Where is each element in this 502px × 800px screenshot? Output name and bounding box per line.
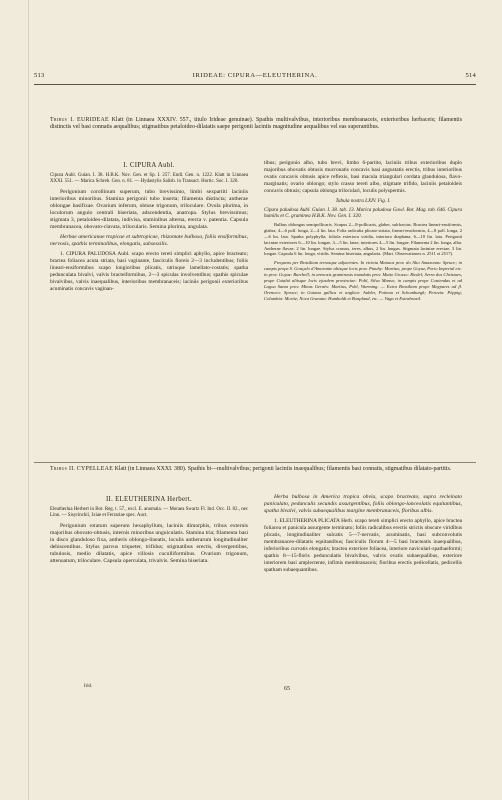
page-number-left: 513 — [34, 72, 45, 79]
genus-1-heading: I. CIPURA Aubl. — [123, 162, 175, 169]
section-divider — [34, 462, 476, 463]
genus-2-synonymy: Eleutherina Herbert in Bot. Reg. t. 57., excl. E. anomala. — Moraea Swartz Fl. Ind. Occ. II. 82., nec Linn. — Sisyrinchii, Ixiae et Ferrariae spec. Auct. — [50, 507, 248, 519]
tribe-2-name: CYPELLEAE — [76, 466, 114, 472]
running-title: IRIDEAE: CIPURA—ELEUTHERINA. — [192, 72, 318, 79]
genus-2-heading: II. ELEUTHERINA Herbert. — [105, 496, 193, 503]
species-eleutherina-plicata: 1. ELEUTHERINA PLICATA Herb. scapo tereti simplici erecto aphyllo, apice bractea foliacea et panicula assurgente terminato; foliis radicalibus erectis strictis obscure viridibus plicatis, longitudinaliter sulcatis 5—7-nervatis, acuminatis, basi subconvolutis membranaceo-dilatatis equitantibus; fasciculis florum 4—5 basi bracteatis inaequalibus, inferioribus curvatis elongatis; bractea exteriore foliacea, interiore naviculari-spathaeformi; spathis 8—15-floris pedunculatis bivalvibus, valvis ovatis subaequalibus, exteriore interiorem basi amplectente, infimis membranaceis; floribus erectis pedicellatis, pedicellis spatham subaequantibus. — [264, 518, 462, 573]
header-rule — [34, 84, 476, 85]
genus-2-habit: Herba bulbosa in America tropica obvia, scapo bracteato, supra recleinato paniculato, pedunculis secundis assurgentibus, foliis oblongo-lanceolatis equitantibus, spatha bivalvi, valvis subaequalibus margine membranaceis, floribus albis. — [264, 494, 462, 515]
genus-2-description: Perigonium rotatum superum hexaphyllum, laciniis dimorphis, tribus externis majoribus obovato-obtusis, internis minoribus unguiculatis. Stamina tria; filamenta basi in disco glanduloso fixa, antheris oblongo-lineatis, loculis antherarum longitudinaliter dehiscentibus. Stylus parvus triqueter, trifidus; stigmatibus erectis, divergentibus, tubulosis, medio dilatatis, apice villosis cuculliformibus. Ovarium trigonum, attenuatum, triloculare. Capsula operculata, trivalvis. Semina biseriata. — [50, 522, 248, 564]
running-header — [34, 72, 476, 84]
right-column-genus-2 — [264, 494, 462, 577]
species-measurements: Bulbus oblongus semipollicaris. Scapus 2—8-pollicaris, glaber, subfractus. Bractea lineari-ensiformis, glabra, 4—6 poll. longa, 2—4 lin. lata. Folia radicalia plicato-striata, lineari-ensiformia, 4—8 poll. longa, 2—6 lin. lata. Spatha polyphylla; foliola exteriora viridia, interiora diaphana, 6—10 lin. lata. Perigonii laciniae exteriores 6—10 lin. longae, 3—5 lin. latae, interiores 4—5 lin. longae. Filamenta 2 lin. longa, alba. Antherae flavae, 2 lin. longae. Stylus crassus, teres, albus, 2 lin. longus. Stigmata laciniae erectae, 3 lin. longae. Capsula 6 lin. longa, viridis. Semina biseriata, angularia. (Mart. Observationes n. 2511 et 2517). — [264, 222, 462, 257]
genus-1-habit: Herbae americanae tropicae et subtropicae, rhizomate bulboso, foliis ensiformibus, nervosis, spathis terminalibus, elongatis, subsessilis. — [50, 234, 248, 248]
genus-1-description: Perigonium corollinum superum, tubo brevissimo, limbi sexpartiti laciniis interioribus minoribus. Stamina perigonii tubo inserta; filamenta distincta; antherae oblongae basifixae. Ovarium inferum, obtuse trigonum, triloculare. Ovula plurima, in loculorum angulo centrali biseriata, adscendentia, anatropa. Stylus brevissimus; stigmata 3, petaloideo-dilatata, indivisa, staminibus alterna, erecta v. patentia. Capsula membranacea, obovato-clavata, trilocularis. Semina plurima, angulata. — [50, 188, 248, 230]
tribe-1-name: EURIDEAE — [77, 117, 109, 123]
plate-reference: Tabula nostra LXIV. Fig. I. — [335, 197, 391, 204]
tribe-1-label: Tribus I. — [50, 117, 75, 123]
tribe-2-description — [50, 466, 462, 473]
left-column-genus-2 — [50, 494, 248, 568]
species-continuation: tibus; perigonio albo, tubo brevi, limbo 6-partito, laciniis tribus exterioribus duplo majoribus obovatis obtusis mucronatis concavis basi angustatis erectis, tribus interioribus ovatis concavis obtusis apice reflexis, basi macula triangulari cordata glandulosa, flavo-marginatis; ovario oblongo; stylo crasso tereti albo, stigmate trifido, laciniis petaloideis concavis obtusis; capsula oblonga triloculari, loculis polyspermis. — [264, 160, 462, 194]
species-cipura-paludosa: 1. CIPURA PALUDOSA Aubl. scapo erecto tereti simplici aphyllo, apice bracteato; bractea foliacea acuta striata, basi vaginante, fasciculis floreis 2—3 includentibus; foliis lineari-ensiformibus scapo longioribus plicatis, utrinque lamellato-costatis; spatha pedunculata bivalvi, valvis bracteiformibus, 2—3 spiculas involventibus; spathis spiculae bivalvibus, valvis inaequalibus, interioribus membranaceis; laciniis perigonii exterioribus acuminatis concavis vaginan- — [50, 251, 248, 292]
tribe-1-text: Klatt (in Linnaea XXXIV. 557., titulo Irideae genuinae). Spathis multivalvibus, interioribus membranaceis, exterioribus herbaceis; filamentis distinctis vel basi connatis aequalibus; stigmatibus petaloideo-dilatatis saepe perigonii laciniis magnitudine aequalibus vel eas superantibus. — [50, 117, 462, 131]
page-number-right: 514 — [465, 72, 476, 79]
species-citations: Cipura paludosa Aubl. Guian. I. 38. tab. 13. Marica paludosa Gawl. Bot. Mag. tab. 646. Cipura humilis et C. graminea H.B.K. Nov. Gen. I. 320. — [264, 206, 462, 220]
species-distribution: Frequens per Brasiliam terrasque adjacentes. In vicinia Manaos prov. do Alto Amazonas: Spruce; in campis prope S. Gonçalo d'Amarante aliisque locis prov. Piauhy: Martius; prope Goyaz, Porto Imperial etc. in prov. Goyaz: Burchell; in arenosis graminosis inundatis prov. Matto Grosso: Riedel; Serra dos Christaes, prope Cuiabá aliisque locis ejusdem provinciae: Pohl, Silva Manso; in campis prope Contendas et ad Lagoa Santa prov. Minas Geraës: Martius, Pohl, Warming. — Extra Brasiliam prope Maypures ad fl. Orenoco: Spruce; in Guiana gallica et anglica: Aublet, Poiteau et Schomburgk; Peruvia: Pöppig; Columbia: Moritz; Nova Granata: Humboldt et Bonpland, etc. — Vaga et Extrabrasil. — [264, 260, 462, 301]
left-column-genus-1 — [50, 160, 248, 296]
page-edge-shadow — [28, 0, 29, 800]
tribe-2-label: Tribus II. — [50, 466, 76, 472]
tribe-1-description — [50, 117, 462, 132]
footer-page-number: 65 — [284, 686, 290, 692]
right-column-genus-1 — [264, 160, 462, 305]
signature-mark: Irid. — [84, 684, 93, 689]
tribe-2-text: Klatt (in Linnaea XXXI. 380). Spathis bi—multivalvibus; perigonii laciniis inaequalibus; filamentis basi connatis, stigmatibus dilatato-partitis. — [114, 466, 452, 472]
genus-1-synonymy: Cipura Aubl. Guian. I. 38. H.B.K. Nov. Gen. et Sp. I. 257. Endl. Gen. n. 1222. Klatt in Linnaea XXXI. 551. — Marica Schreb. Gen. n. 81. — Hydastylis Salisb. in Transact. Hortic. Soc. I. 320. — [50, 173, 248, 185]
